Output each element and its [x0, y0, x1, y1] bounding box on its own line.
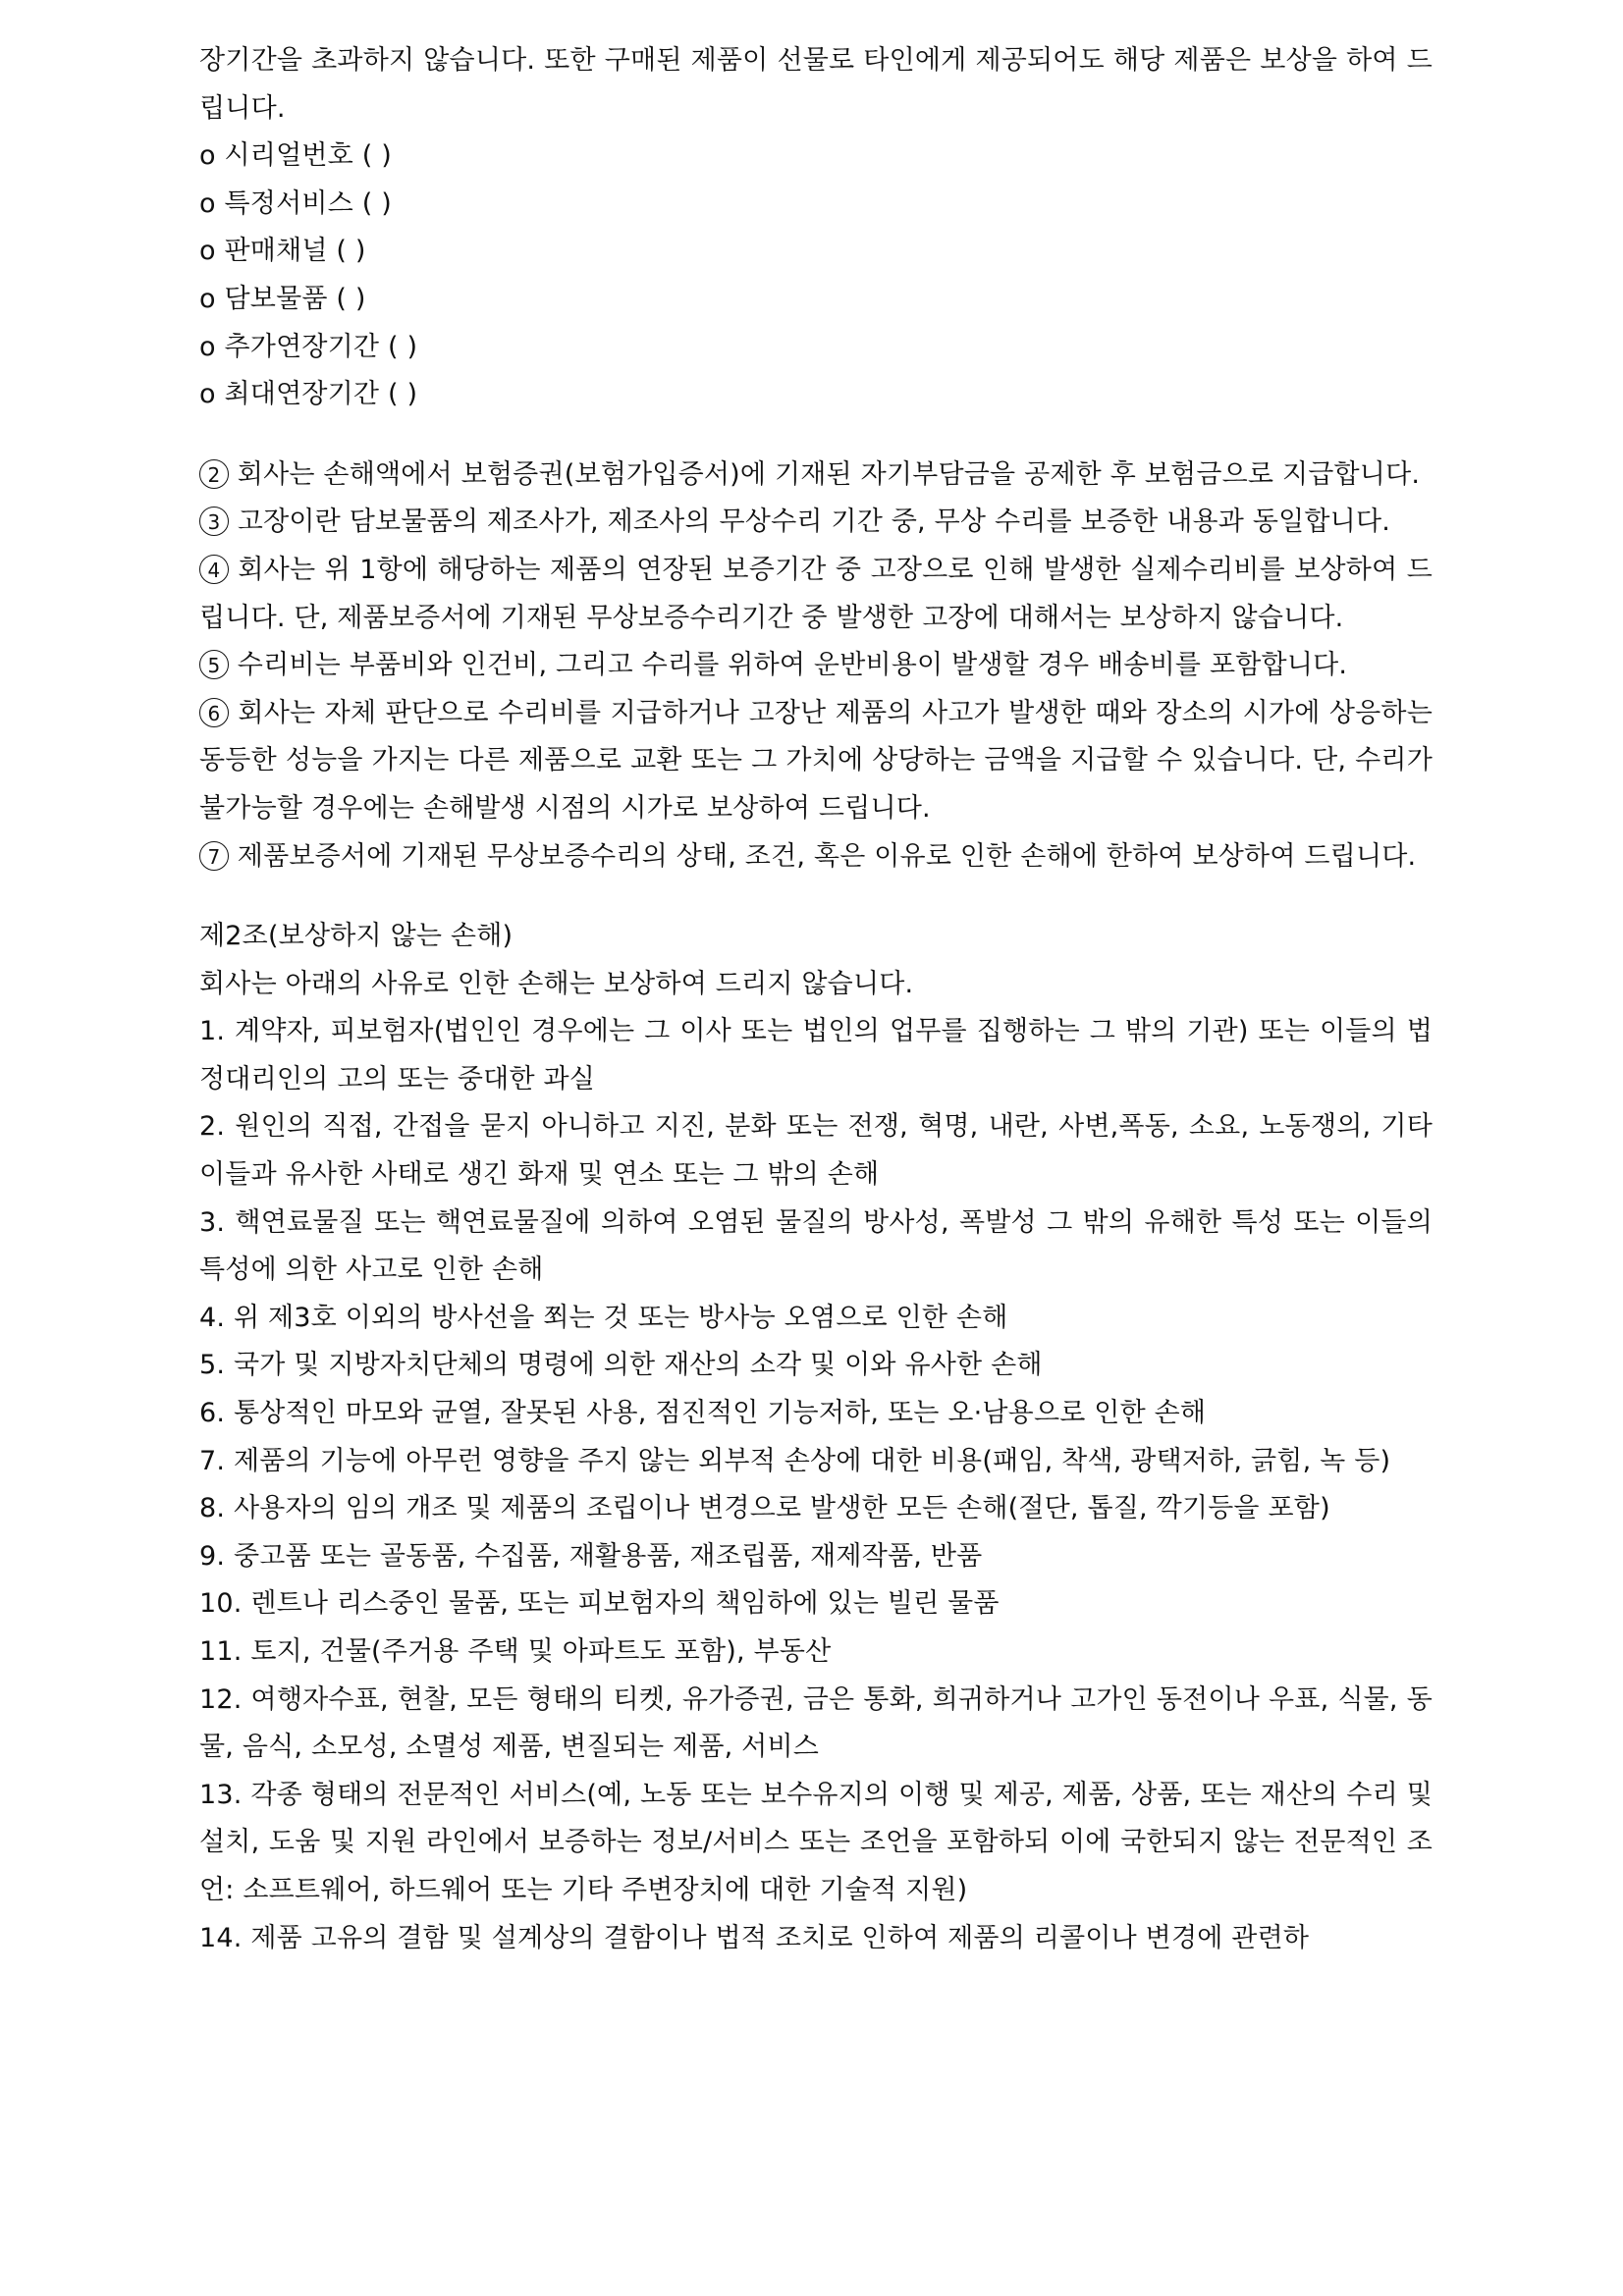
field-list: [199, 133, 1433, 419]
clause-3: [199, 499, 1433, 547]
clause-text: 제품보증서에 기재된 무상보증수리의 상태, 조건, 혹은 이유로 인한 손해에 한하여 보상하여 드립니다.: [237, 840, 1417, 872]
article-2: [199, 913, 1433, 1962]
field-item-channel: o 판매채널 ( ): [199, 236, 366, 267]
clause-list: [199, 452, 1433, 881]
clause-7: [199, 833, 1433, 881]
section-gap: [199, 881, 1433, 913]
clause-text: 회사는 위 1항에 해당하는 제품의 연장된 보증기간 중 고장으로 인해 발생한 실제수리비를 보상하여 드립니다. 단, 제품보증서에 기재된 무상보증수리기간 중 발생한 고장에 대해서는 보상하지 않습니다.: [199, 554, 1433, 633]
exclusion-item-11: 11. 토지, 건물(주거용 주택 및 아파트도 포함), 부동산: [199, 1636, 832, 1667]
exclusion-item-6: 6. 통상적인 마모와 균열, 잘못된 사용, 점진적인 기능저하, 또는 오·남용으로 인한 손해: [199, 1398, 1207, 1429]
field-item-service: o 특정서비스 ( ): [199, 187, 392, 219]
exclusion-item-14: 14. 제품 고유의 결함 및 설계상의 결함이나 법적 조치로 인하여 제품의 리콜이나 변경에 관련하: [199, 1922, 1310, 1953]
field-item-max-period: o 최대연장기간 ( ): [199, 379, 418, 410]
exclusion-item-3: 3. 핵연료물질 또는 핵연료물질에 의하여 오염된 물질의 방사성, 폭발성 그 밖의 유해한 특성 또는 이들의 특성에 의한 사고로 인한 손해: [199, 1206, 1433, 1286]
clause-5: [199, 642, 1433, 690]
exclusion-item-13: 13. 각종 형태의 전문적인 서비스(예, 노동 또는 보수유지의 이행 및 제공, 제품, 상품, 또는 재산의 수리 및 설치, 도움 및 지원 라인에서 보증하는 정보/서비스 또는 조언을 포함하되 이에 국한되지 않는 전문적인 조언: 소프트웨어, 하드웨어 또는 기타 주변장치에 대한 기술적 지원): [199, 1779, 1433, 1905]
field-item-serial: o 시리얼번호 ( ): [199, 140, 392, 172]
exclusion-item-8: 8. 사용자의 임의 개조 및 제품의 조립이나 변경으로 발생한 모든 손해(절단, 톱질, 깍기등을 포함): [199, 1493, 1330, 1524]
clause-2: [199, 452, 1433, 500]
clause-text: 회사는 자체 판단으로 수리비를 지급하거나 고장난 제품의 사고가 발생한 때와 장소의 시가에 상응하는 동등한 성능을 가지는 다른 제품으로 교환 또는 그 가치에 상당하는 금액을 지급할 수 있습니다. 단, 수리가 불가능할 경우에는 손해발생 시점의 시가로 보상하여 드립니다.: [199, 697, 1433, 824]
section-gap: [199, 419, 1433, 452]
field-item-item: o 담보물품 ( ): [199, 283, 366, 314]
intro-paragraph: 장기간을 초과하지 않습니다. 또한 구매된 제품이 선물로 타인에게 제공되어도 해당 제품은 보상을 하여 드립니다.: [199, 45, 1433, 124]
exclusion-item-7: 7. 제품의 기능에 아무런 영향을 주지 않는 외부적 손상에 대한 비용(패임, 착색, 광택저하, 긁힘, 녹 등): [199, 1445, 1391, 1476]
exclusion-item-4: 4. 위 제3호 이외의 방사선을 쬐는 것 또는 방사능 오염으로 인한 손해: [199, 1302, 1008, 1333]
clause-number-badge: 4: [199, 555, 229, 584]
exclusion-item-12: 12. 여행자수표, 현찰, 모든 형태의 티켓, 유가증권, 금은 통화, 희귀하거나 고가인 동전이나 우표, 식물, 동물, 음식, 소모성, 소멸성 제품, 변질되는 제품, 서비스: [199, 1683, 1433, 1763]
clause-number-badge: 7: [199, 841, 229, 871]
exclusion-item-10: 10. 렌트나 리스중인 물품, 또는 피보험자의 책임하에 있는 빌린 물품: [199, 1588, 1000, 1620]
clause-6: [199, 690, 1433, 833]
article-title: 제2조(보상하지 않는 손해): [199, 921, 514, 952]
clause-number-badge: 6: [199, 698, 229, 727]
exclusion-item-5: 5. 국가 및 지방자치단체의 명령에 의한 재산의 소각 및 이와 유사한 손해: [199, 1350, 1043, 1381]
clause-4: [199, 547, 1433, 642]
article-lead: 회사는 아래의 사유로 인한 손해는 보상하여 드리지 않습니다.: [199, 968, 914, 999]
exclusion-item-2: 2. 원인의 직접, 간접을 묻지 아니하고 지진, 분화 또는 전쟁, 혁명, 내란, 사변,폭동, 소요, 노동쟁의, 기타 이들과 유사한 사태로 생긴 화재 및 연소 또는 그 밖의 손해: [199, 1111, 1433, 1191]
document-page: [199, 37, 1433, 1962]
field-item-extra-period: o 추가연장기간 ( ): [199, 331, 418, 362]
exclusion-item-9: 9. 중고품 또는 골동품, 수집품, 재활용품, 재조립품, 재제작품, 반품: [199, 1540, 983, 1572]
clause-text: 고장이란 담보물품의 제조사가, 제조사의 무상수리 기간 중, 무상 수리를 보증한 내용과 동일합니다.: [237, 507, 1391, 538]
clause-number-badge: 3: [199, 507, 229, 536]
clause-number-badge: 5: [199, 650, 229, 679]
clause-text: 수리비는 부품비와 인건비, 그리고 수리를 위하여 운반비용이 발생할 경우 배송비를 포함합니다.: [237, 650, 1348, 681]
clause-number-badge: 2: [199, 459, 229, 489]
exclusion-item-1: 1. 계약자, 피보험자(법인인 경우에는 그 이사 또는 법인의 업무를 집행하는 그 밖의 기관) 또는 이들의 법정대리인의 고의 또는 중대한 과실: [199, 1016, 1433, 1095]
clause-text: 회사는 손해액에서 보험증권(보험가입증서)에 기재된 자기부담금을 공제한 후 보험금으로 지급합니다.: [237, 458, 1421, 490]
